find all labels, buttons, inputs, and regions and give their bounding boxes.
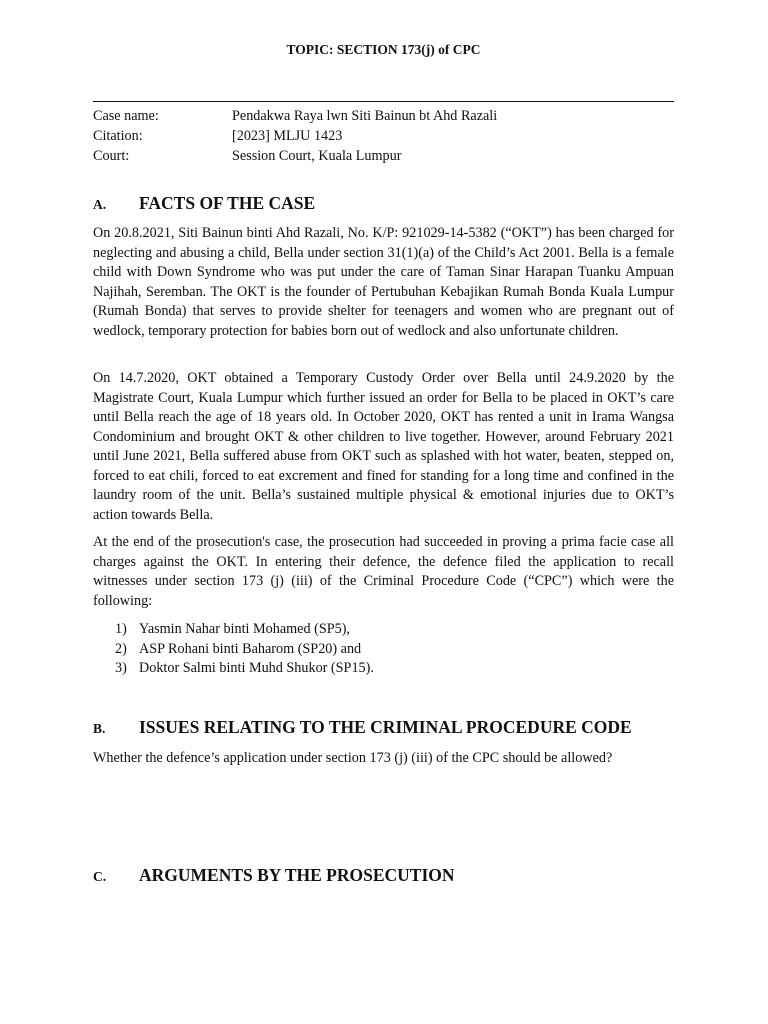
case-name-value: Pendakwa Raya lwn Siti Bainun bt Ahd Razali [232, 108, 498, 124]
section-a-letter: A. [93, 197, 107, 212]
section-b-heading [93, 717, 674, 738]
section-c-letter: C. [93, 869, 107, 884]
court-value: Session Court, Kuala Lumpur [232, 148, 402, 164]
court-label: Court: [93, 148, 130, 164]
citation-value: [2023] MLJU 1423 [232, 128, 343, 144]
list-item-text: Doktor Salmi binti Muhd Shukor (SP15). [139, 660, 374, 676]
citation-row [93, 126, 674, 146]
case-name-row [93, 106, 674, 126]
section-b-letter: B. [93, 721, 106, 736]
section-b-title: ISSUES RELATING TO THE CRIMINAL PROCEDURE CODE [139, 717, 632, 737]
list-item-number: 2) [115, 640, 127, 657]
topic-title: TOPIC: SECTION 173(j) of CPC [286, 42, 481, 57]
facts-paragraph-3: At the end of the prosecution's case, the prosecution had succeeded in proving a prima facie case all charges against the OKT. In entering their defence, the defence filed the application to recall witnesses under section 173 (j) (iii) of the Criminal Procedure Code (“CPC”) which were the following: [93, 534, 674, 609]
citation-label: Citation: [93, 128, 143, 144]
list-item [93, 640, 674, 660]
list-item-text: Yasmin Nahar binti Mohamed (SP5), [139, 621, 350, 637]
case-info [93, 106, 674, 166]
facts-paragraph-1: On 20.8.2021, Siti Bainun binti Ahd Razali, No. K/P: 921029-14-5382 (“OKT”) has been charged for neglecting and abusing a child, Bella under section 31(1)(a) of the Child’s Act 2001. Bella is a female child with Down Syndrome who was put under the care of Taman Sinar Harapan Tuanku Ampuan Najihah, Seremban. The OKT is the founder of Pertubuhan Kebajikan Rumah Bonda Kuala Lumpur (Rumah Bonda) that serves to provide shelter for teenagers and women who are pregnant out of wedlock, temporary protection for babies born out of wedlock and also unfortunate children. [93, 225, 674, 339]
list-item-number: 1) [115, 621, 127, 637]
issue-paragraph: Whether the defence’s application under section 173 (j) (iii) of the CPC should be allowed? [93, 750, 613, 766]
witness-list [93, 620, 674, 679]
horizontal-rule [93, 101, 674, 102]
facts-paragraph-2: On 14.7.2020, OKT obtained a Temporary Custody Order over Bella until 24.9.2020 by the Magistrate Court, Kuala Lumpur which further issued an order for Bella to be placed in OKT’s care until Bella reach the age of 18 years old. In October 2020, OKT has rented a unit in Irama Wangsa Condominium and brought OKT & other children to live together. However, around February 2021 until June 2021, Bella suffered abuse from OKT such as splashed with hot water, beaten, stepped on, forced to eat chili, forced to eat excrement and fined for standing for a long time and confined in the laundry room of the unit. Bella’s sustained multiple physical & emotional injuries due to OKT’s action towards Bella. [93, 370, 674, 523]
list-item-number: 3) [115, 660, 127, 676]
list-item [93, 659, 674, 679]
section-c-title: ARGUMENTS BY THE PROSECUTION [139, 865, 455, 885]
section-c-heading [93, 865, 674, 886]
section-a-title: FACTS OF THE CASE [139, 193, 316, 213]
case-name-label: Case name: [93, 108, 159, 124]
list-item-text: ASP Rohani binti Baharom (SP20) and [139, 640, 362, 657]
court-row [93, 146, 674, 166]
section-a-heading [93, 193, 674, 214]
list-item [93, 620, 674, 640]
